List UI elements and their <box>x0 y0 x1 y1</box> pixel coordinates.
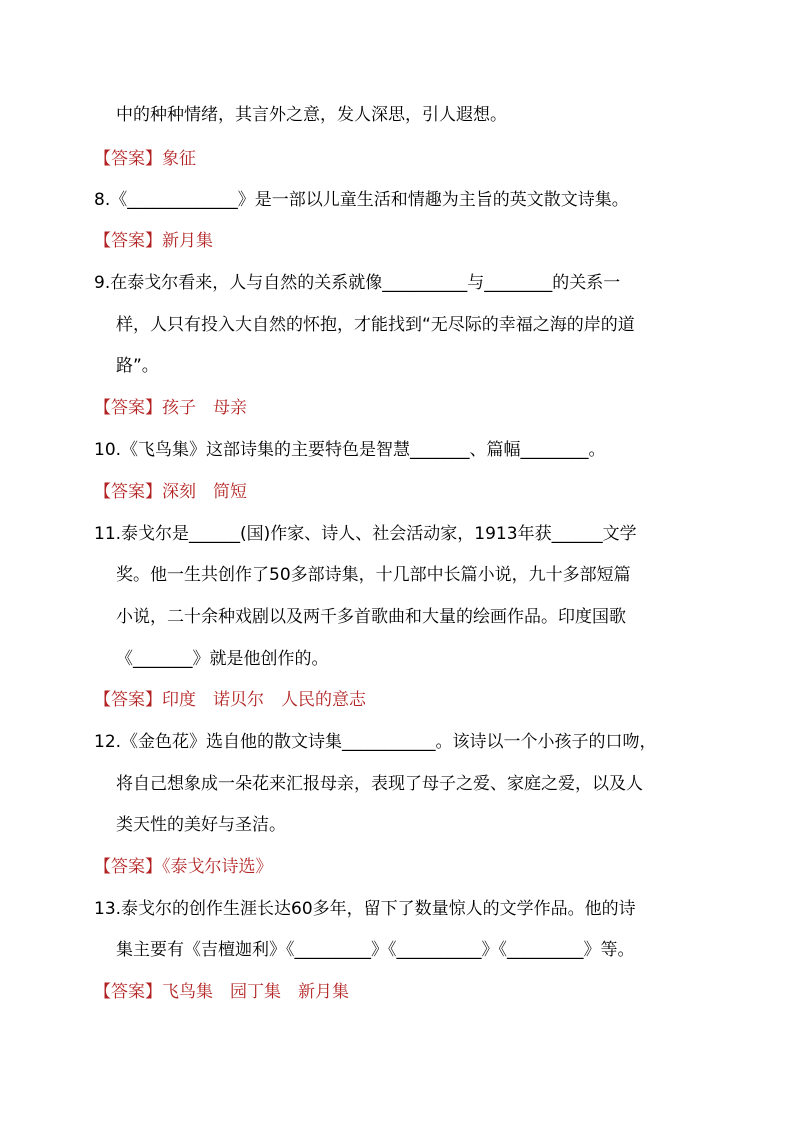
q7-continuation-line: 中的种种情绪，其言外之意，发人深思，引人遐想。 <box>116 105 507 125</box>
q11-question-line-4: 《_______》就是他创作的。 <box>116 649 329 669</box>
q7-answer: 【答案】象征 <box>94 149 196 169</box>
q13-question-line-2: 集主要有《吉檀迦利》《_________》《__________》《_________》等。 <box>116 940 635 960</box>
q12-question-line-3: 类天性的美好与圣洁。 <box>116 815 286 835</box>
q11-question-line-1: 11.泰戈尔是______(国)作家、诗人、社会活动家，1913年获______文学 <box>94 524 637 544</box>
q9-question-line-2: 样，人只有投入大自然的怀抱，才能找到“无尽际的幸福之海的岸的道 <box>116 315 635 335</box>
q11-question-line-2: 奖。他一生共创作了50多部诗集，十几部中长篇小说，九十多部短篇 <box>116 565 631 585</box>
q11-question-line-3: 小说，二十余种戏剧以及两千多首歌曲和大量的绘画作品。印度国歌 <box>116 607 626 627</box>
q12-question-line-1: 12.《金色花》选自他的散文诗集___________。该诗以一个小孩子的口吻， <box>94 732 657 752</box>
q12-answer: 【答案】《泰戈尔诗选》 <box>94 857 273 877</box>
q9-question-line-3: 路”。 <box>116 356 159 376</box>
q8-question: 8.《_____________》是一部以儿童生活和情趣为主旨的英文散文诗集。 <box>94 190 629 210</box>
q13-question-line-1: 13.泰戈尔的创作生涯长达60多年，留下了数量惊人的文学作品。他的诗 <box>94 899 636 919</box>
q13-answer: 【答案】飞鸟集 园丁集 新月集 <box>94 982 349 1002</box>
q8-answer: 【答案】新月集 <box>94 231 213 251</box>
q9-answer: 【答案】孩子 母亲 <box>94 398 247 418</box>
q10-question: 10.《飞鸟集》这部诗集的主要特色是智慧_______、篇幅________。 <box>94 440 606 460</box>
q12-question-line-2: 将自己想象成一朵花来汇报母亲，表现了母子之爱、家庭之爱，以及人 <box>116 774 643 794</box>
q9-question-line-1: 9.在泰戈尔看来，人与自然的关系就像__________与________的关系一 <box>94 273 621 293</box>
q10-answer: 【答案】深刻 简短 <box>94 482 247 502</box>
q11-answer: 【答案】印度 诺贝尔 人民的意志 <box>94 690 366 710</box>
